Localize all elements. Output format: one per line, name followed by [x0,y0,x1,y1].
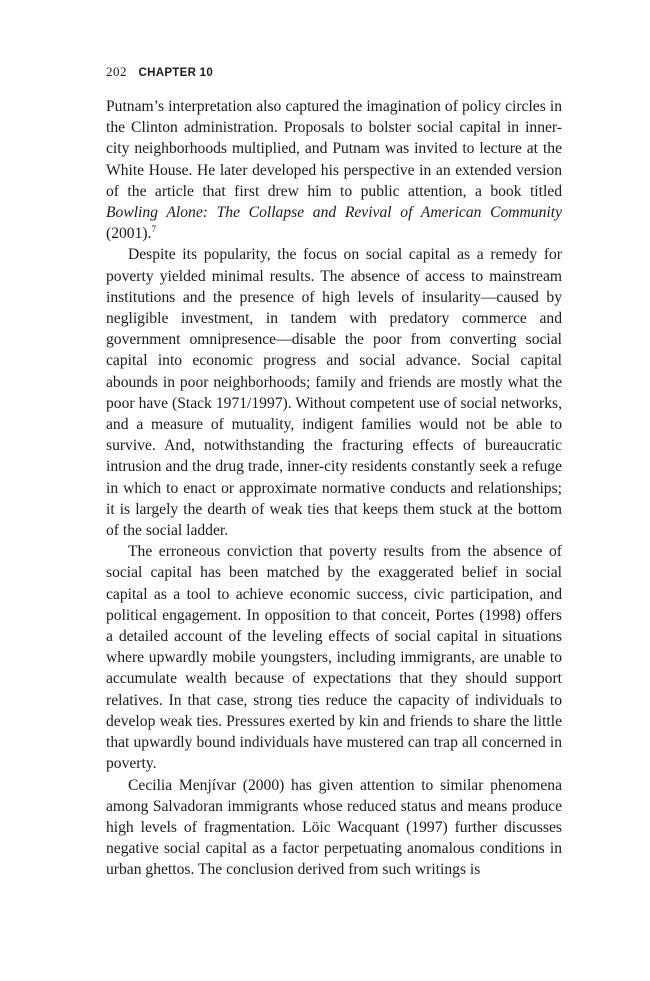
paragraph [106,775,562,881]
text-run: Despite its popularity, the focus on social capital as a remedy for poverty yielded minimal results. The absence of access to mainstream institutions and the presence of high levels of insularity—caused by negligible investment, in tandem with predatory commerce and government omnipresence—disable the poor from converting social capital into economic progress and social advance. Social capital abounds in poor neighborhoods; family and friends are mostly what the poor have (Stack 1971/1997). Without competent use of social networks, and a measure of mutuality, indigent families would not be able to survive. And, notwithstanding the fracturing effects of bureaucratic intrusion and the drug trade, inner-city residents constantly seek a refuge in which to enact or approximate normative conducts and relationships; it is largely the dearth of weak ties that keeps them stuck at the bottom of the social ladder. [106,246,562,540]
text-run: Putnam’s interpretation also captured the imagination of policy circles in the Clinton administration. Proposals to bolster social capital in inner-city neighborhoods multiplied, and Putnam was invited to lecture at the White House. He later developed his perspective in an extended version of the article that first drew him to public attention, a book titled [106,98,562,200]
chapter-heading: CHAPTER 10 [138,67,214,79]
paragraph [106,96,562,244]
page-number: 202 [106,64,127,79]
footnote-marker: 7 [151,224,156,235]
paragraph [106,541,562,774]
book-title: Bowling Alone: The Collapse and Revival of American Community [106,204,562,222]
paragraph [106,244,562,541]
text-run: (2001). [106,225,152,243]
body-text [106,96,562,881]
text-run: Cecilia Menjívar (2000) has given attention to similar phenomena among Salvadoran immigrants whose reduced status and means produce high levels of fragmentation. Löic Wacquant (1997) further discusses negative social capital as a factor perpetuating anomalous conditions in urban ghettos. The conclusion derived from such writings is [106,776,562,879]
book-page [106,64,562,881]
text-run: The erroneous conviction that poverty results from the absence of social capital has been matched by the exaggerated belief in social capital as a tool to achieve economic success, civic participation, and political engagement. In opposition to that conceit, Portes (1998) offers a detailed account of the leveling effects of social capital in situations where upwardly mobile youngsters, including immigrants, are unable to accumulate wealth because of expectations that they should support relatives. In that case, strong ties reduce the capacity of individuals to develop weak ties. Pressures exerted by kin and friends to share the little that upwardly bound individuals have mustered can trap all concerned in poverty. [106,543,562,773]
running-head [106,64,562,80]
